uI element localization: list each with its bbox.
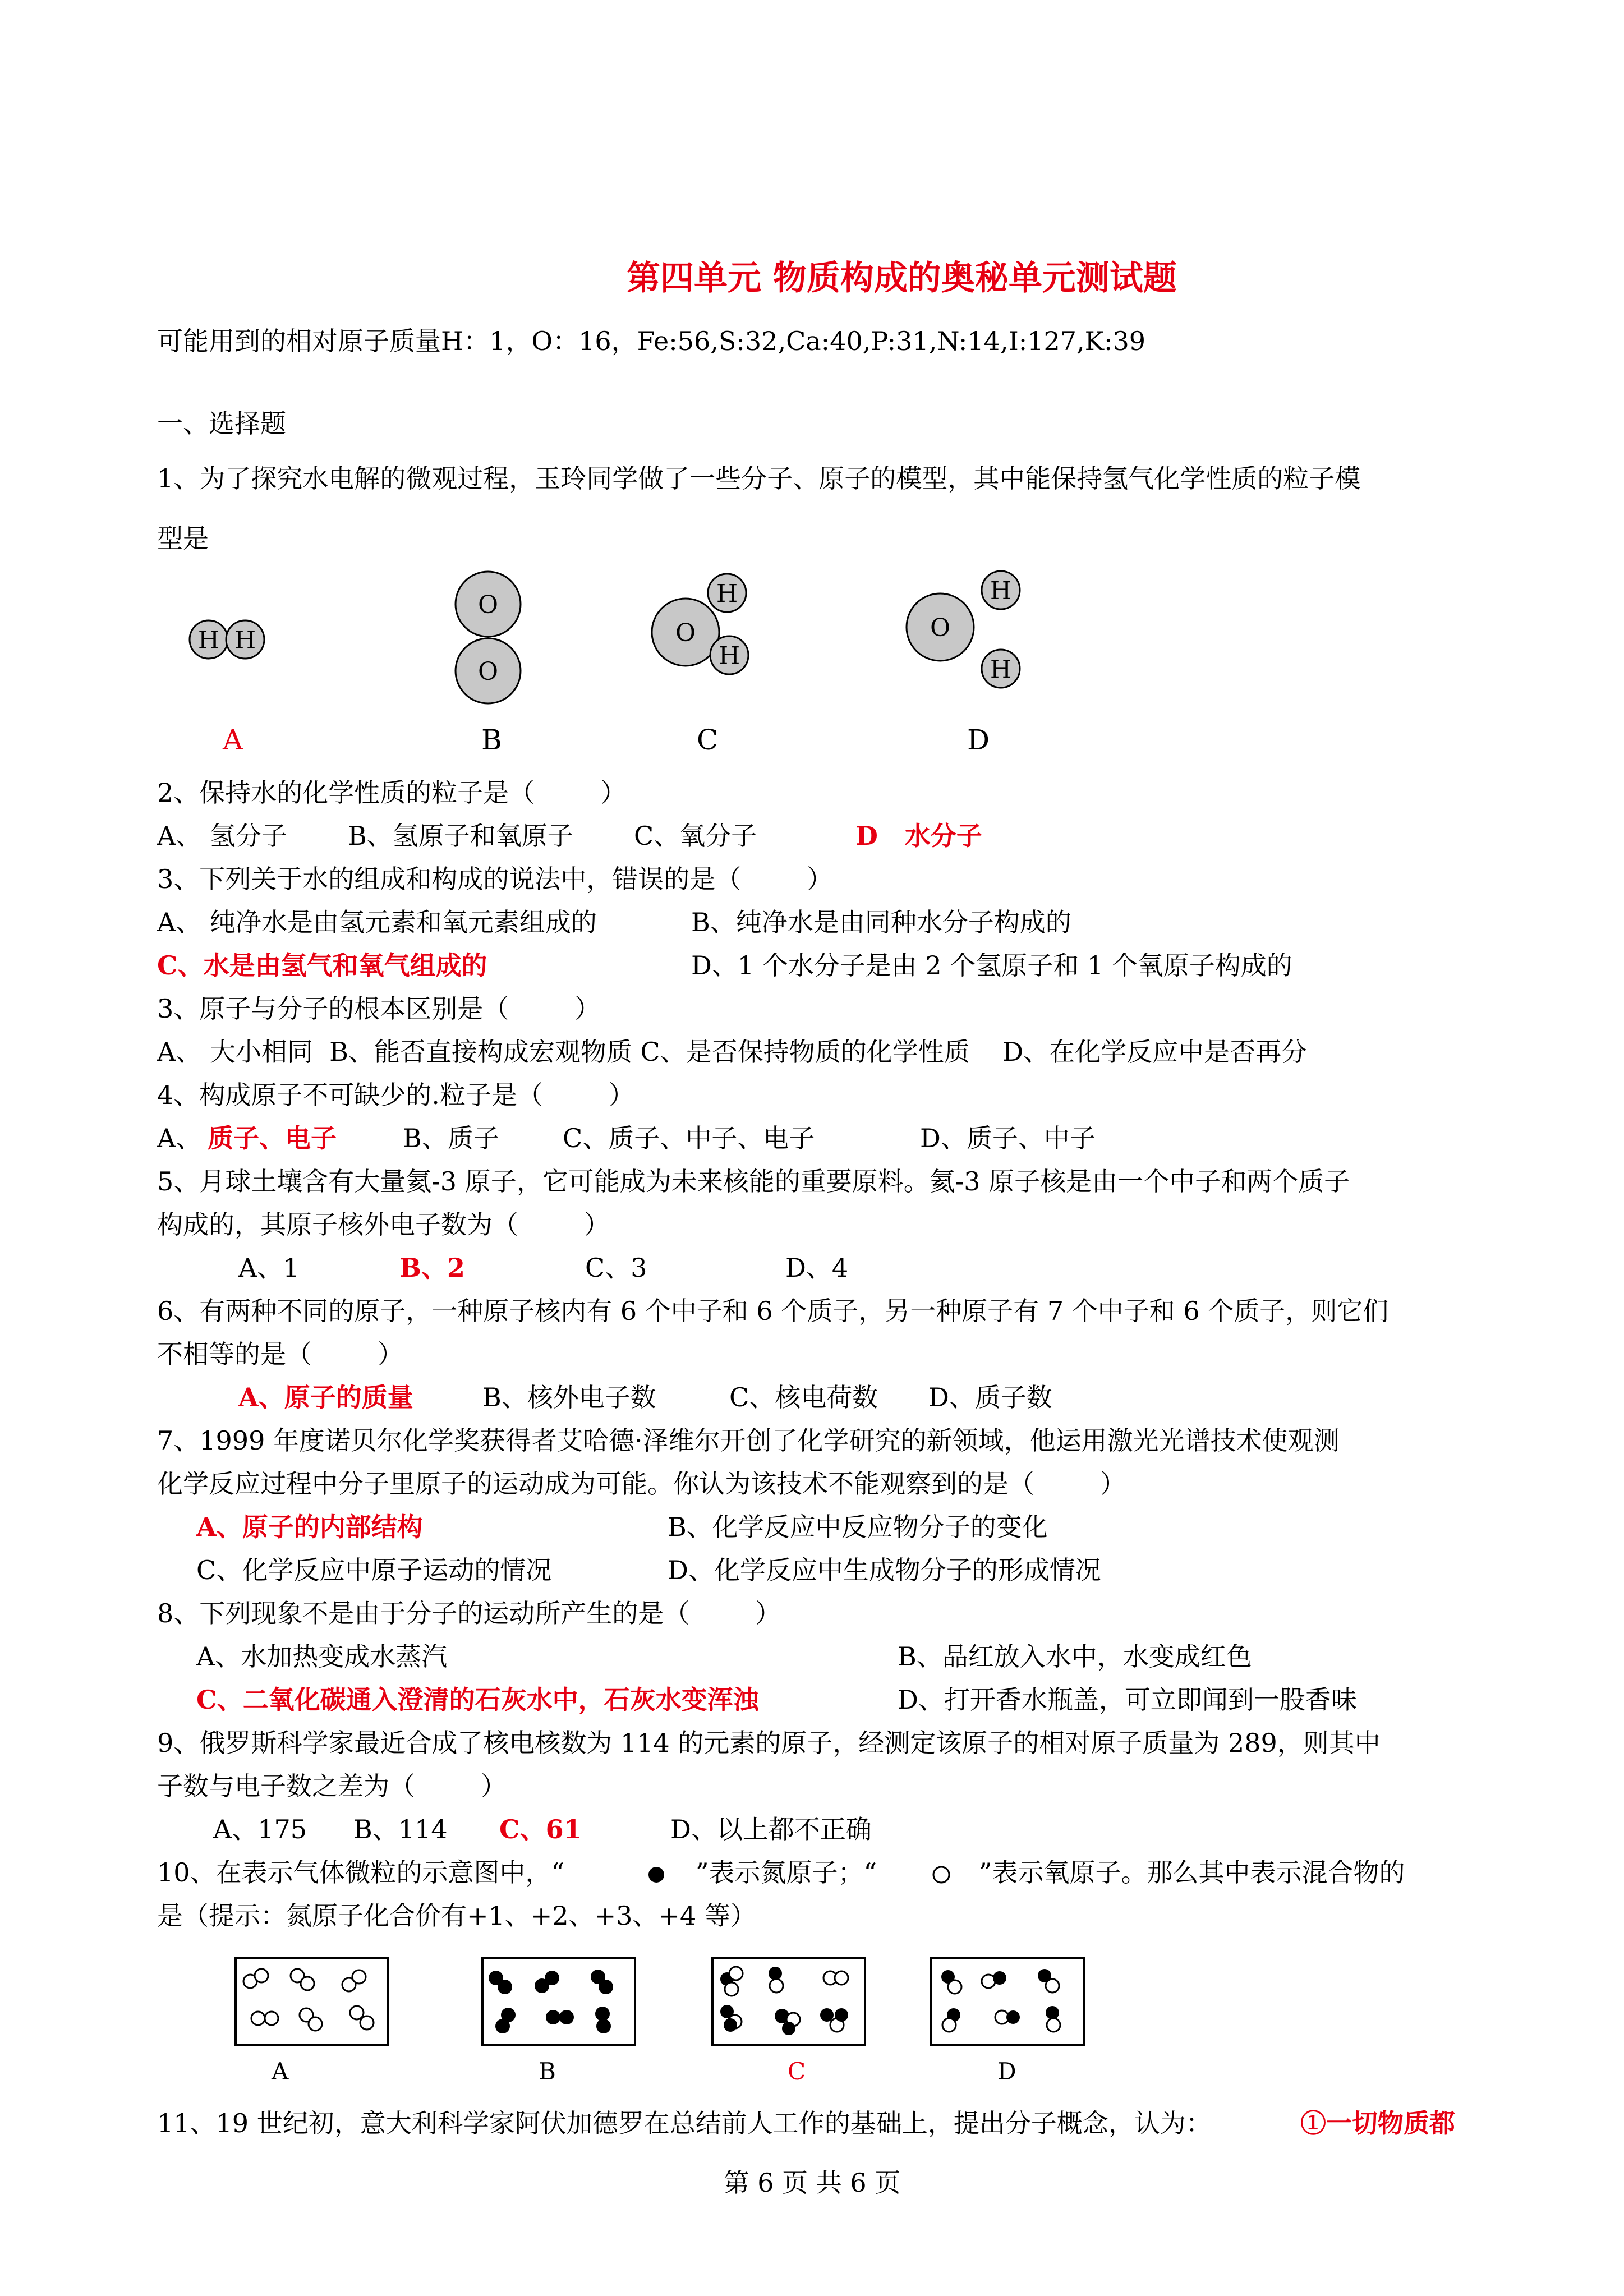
q5-option-b: B、2 bbox=[399, 1253, 465, 1283]
model-a bbox=[190, 620, 264, 659]
q5-option-c: C、3 bbox=[585, 1253, 647, 1283]
diagram-c bbox=[712, 1958, 865, 2045]
q8-stem: 8、下列现象不是由于分子的运动所产生的是（ ） bbox=[157, 1598, 781, 1628]
q6-option-b: B、核外电子数 bbox=[482, 1382, 656, 1412]
svg-text:H: H bbox=[718, 642, 740, 670]
q3a-option-a: A、 纯净水是由氢元素和氧元素组成的 bbox=[157, 907, 597, 937]
model-c bbox=[652, 574, 748, 674]
q8-option-a: A、水加热变成水蒸汽 bbox=[196, 1641, 448, 1672]
q10-label-a: A bbox=[272, 2058, 289, 2085]
page-footer: 第 6 页 共 6 页 bbox=[723, 2168, 901, 2198]
q10-label-c: C bbox=[788, 2058, 806, 2085]
model-b bbox=[456, 572, 521, 703]
q5-option-d: D、4 bbox=[785, 1253, 849, 1283]
q1-label-b: B bbox=[481, 724, 502, 756]
q2-option-b: B、氢原子和氧原子 bbox=[348, 821, 573, 851]
q8-option-b: B、品红放入水中，水变成红色 bbox=[898, 1641, 1252, 1672]
q7-option-b: B、化学反应中反应物分子的变化 bbox=[668, 1512, 1048, 1542]
q9-stem-line2: 子数与电子数之差为（ ） bbox=[157, 1771, 507, 1801]
q9-option-a: A、175 bbox=[213, 1814, 307, 1844]
svg-text:H: H bbox=[716, 579, 738, 608]
svg-text:H: H bbox=[990, 655, 1012, 684]
q1-label-c: C bbox=[697, 724, 719, 756]
q6-stem-line1: 6、有两种不同的原子，一种原子核内有 6 个中子和 6 个质子，另一种原子有 7 个中子和 6 个质子，则它们 bbox=[157, 1296, 1389, 1326]
q8-option-d: D、打开香水瓶盖，可立即闻到一股香味 bbox=[898, 1685, 1357, 1715]
q5-stem-line2: 构成的，其原子核外电子数为（ ） bbox=[157, 1209, 610, 1240]
nitrogen-atom-icon bbox=[645, 1864, 668, 1886]
q9-option-b: B、114 bbox=[353, 1814, 448, 1844]
q1-label-d: D bbox=[967, 724, 990, 756]
svg-text:H: H bbox=[234, 626, 256, 655]
svg-text:O: O bbox=[477, 591, 499, 619]
svg-text:O: O bbox=[477, 657, 499, 686]
diagram-a bbox=[236, 1958, 388, 2045]
q2-stem: 2、保持水的化学性质的粒子是（ ） bbox=[157, 777, 627, 808]
q3b-stem: 3、原子与分子的根本区别是（ ） bbox=[157, 993, 601, 1024]
q5-stem-line1: 5、月球土壤含有大量氦-3 原子，它可能成为未来核能的重要原料。氦-3 原子核是由一个中子和两个质子 bbox=[157, 1166, 1350, 1197]
q7-option-a: A、原子的内部结构 bbox=[196, 1512, 423, 1542]
q4-option-d: D、质子、中子 bbox=[920, 1123, 1096, 1153]
q8-option-c: C、二氧化碳通入澄清的石灰水中，石灰水变浑浊 bbox=[196, 1685, 759, 1715]
q7-option-c: C、化学反应中原子运动的情况 bbox=[196, 1555, 552, 1585]
diagram-b bbox=[482, 1958, 635, 2045]
q10-label-d: D bbox=[997, 2058, 1016, 2085]
q1-label-a: A bbox=[223, 724, 243, 756]
q4-option-a: A、 bbox=[157, 1123, 202, 1153]
q9-stem-line1: 9、俄罗斯科学家最近合成了核电核数为 114 的元素的原子，经测定该原子的相对原子质量为 289，则其中 bbox=[157, 1728, 1381, 1758]
q4-option-b: B、质子 bbox=[403, 1123, 499, 1153]
atomic-masses: 可能用到的相对原子质量H：1，O：16，Fe:56,S:32,Ca:40,P:31,N:14,I:127,K:39 bbox=[157, 326, 1146, 356]
q2-option-c: C、氧分子 bbox=[634, 821, 757, 851]
q10-stem-line2: 是（提示：氮原子化合价有+1、+2、+3、+4 等） bbox=[157, 1901, 756, 1931]
q2-option-d: D 水分子 bbox=[855, 821, 982, 851]
page-title: 第四单元 物质构成的奥秘单元测试题 bbox=[627, 259, 1177, 298]
q6-stem-line2: 不相等的是（ ） bbox=[157, 1339, 403, 1369]
q4-option-a-answer: 质子、电子 bbox=[208, 1123, 337, 1153]
q2-option-a: A、 氢分子 bbox=[157, 821, 287, 851]
q9-option-c: C、61 bbox=[499, 1814, 582, 1844]
svg-text:H: H bbox=[197, 626, 220, 655]
q7-stem-line1: 7、1999 年度诺贝尔化学奖获得者艾哈德·泽维尔开创了化学研究的新领域，他运用激光光谱技术使观测 bbox=[157, 1425, 1340, 1456]
model-d bbox=[907, 571, 1020, 688]
diagram-d bbox=[931, 1958, 1084, 2045]
q4-stem: 4、构成原子不可缺少的.粒子是（ ） bbox=[157, 1080, 634, 1110]
q3b-options: A、 大小相同 B、能否直接构成宏观物质 C、是否保持物质的化学性质 D、在化学反应中是否再分 bbox=[157, 1037, 1308, 1067]
q10-particle-diagrams bbox=[0, 1941, 1624, 2053]
q7-option-d: D、化学反应中生成物分子的形成情况 bbox=[668, 1555, 1101, 1585]
q3a-option-d: D、1 个水分子是由 2 个氢原子和 1 个氧原子构成的 bbox=[691, 950, 1292, 981]
q11-stem: 11、19 世纪初，意大利科学家阿伏加德罗在总结前人工作的基础上，提出分子概念，认为： bbox=[157, 2108, 1212, 2138]
q10-stem-part2: ”表示氮原子；“ bbox=[696, 1857, 877, 1888]
svg-text:O: O bbox=[675, 619, 696, 647]
q1-molecule-models bbox=[0, 561, 1624, 729]
q10-label-b: B bbox=[539, 2058, 556, 2085]
q3a-option-c: C、水是由氢气和氧气组成的 bbox=[157, 950, 487, 981]
svg-text:O: O bbox=[930, 614, 951, 642]
q11-stem-answer: ①一切物质都 bbox=[1300, 2108, 1455, 2138]
q4-option-c: C、质子、中子、电子 bbox=[563, 1123, 815, 1153]
q10-stem-part1: 10、在表示气体微粒的示意图中，“ bbox=[157, 1857, 565, 1888]
q9-option-d: D、以上都不正确 bbox=[670, 1814, 872, 1844]
svg-text:H: H bbox=[990, 577, 1012, 605]
q6-option-a: A、原子的质量 bbox=[238, 1382, 413, 1412]
q7-stem-line2: 化学反应过程中分子里原子的运动成为可能。你认为该技术不能观察到的是（ ） bbox=[157, 1469, 1126, 1499]
q1-stem-line2: 型是 bbox=[157, 523, 209, 554]
q10-stem-part3: ”表示氧原子。那么其中表示混合物的 bbox=[979, 1857, 1405, 1888]
oxygen-atom-icon bbox=[930, 1864, 953, 1886]
q1-stem-line1: 1、为了探究水电解的微观过程，玉玲同学做了一些分子、原子的模型，其中能保持氢气化学性质的粒子模 bbox=[157, 463, 1361, 494]
q6-option-d: D、质子数 bbox=[928, 1382, 1052, 1412]
q6-option-c: C、核电荷数 bbox=[729, 1382, 878, 1412]
q3a-stem: 3、下列关于水的组成和构成的说法中，错误的是（ ） bbox=[157, 864, 833, 894]
q5-option-a: A、1 bbox=[238, 1253, 300, 1283]
section-heading: 一、选择题 bbox=[157, 408, 286, 439]
q3a-option-b: B、纯净水是由同种水分子构成的 bbox=[691, 907, 1071, 937]
